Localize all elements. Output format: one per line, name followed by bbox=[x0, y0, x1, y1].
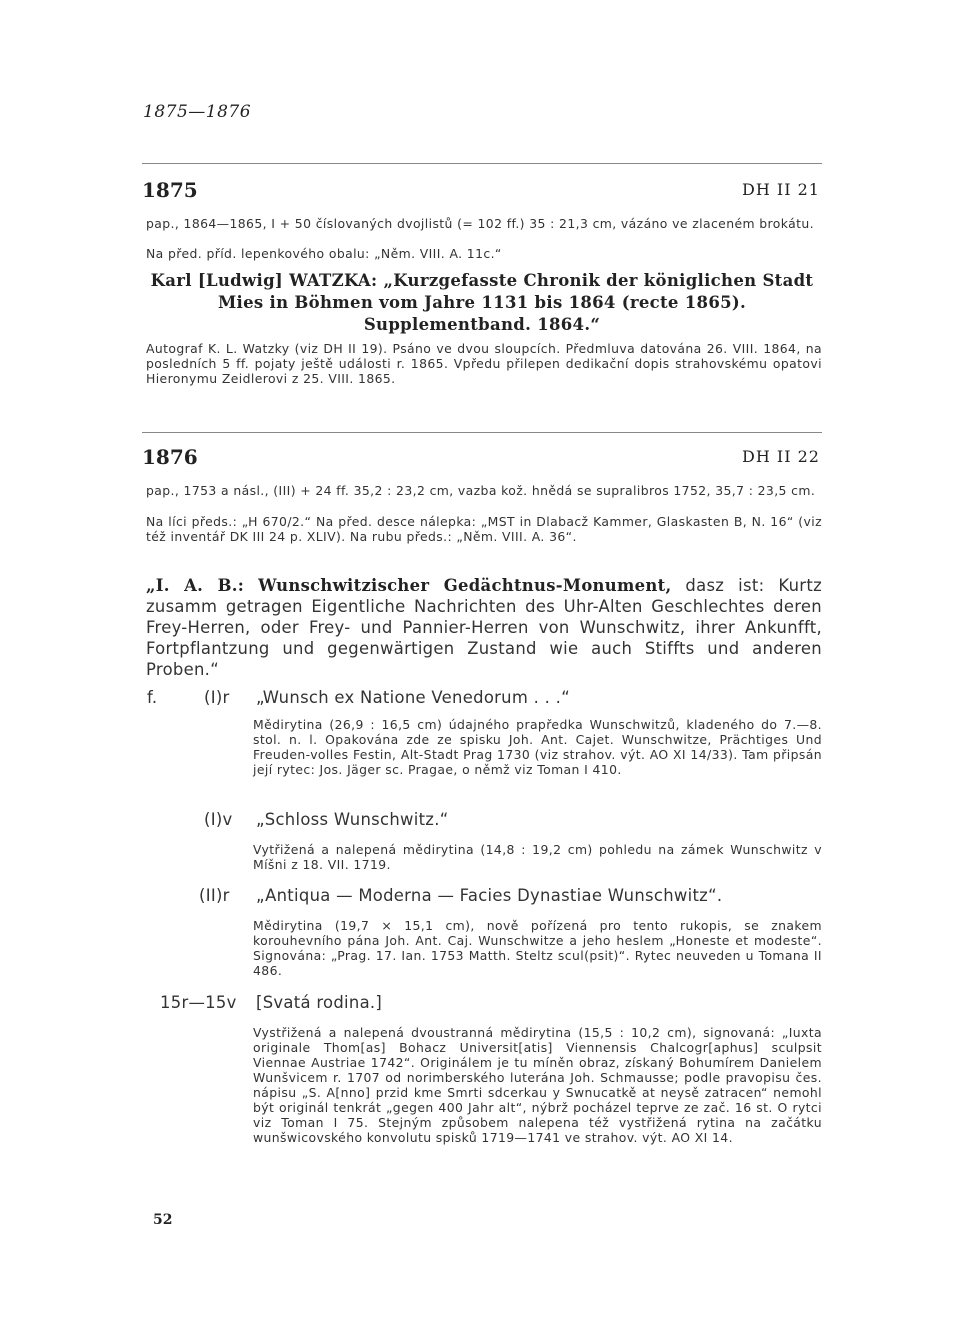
physical-description: pap., 1864—1865, I + 50 číslovaných dvojlistů (= 102 ff.) 35 : 21,3 cm, vázáno ve zlaceném brokátu. bbox=[146, 216, 814, 231]
entry-title-line: Karl [Ludwig] WATZKA: „Kurzgefasste Chronik der königlichen Stadt bbox=[150, 271, 814, 290]
running-head: 1875—1876 bbox=[143, 102, 252, 122]
title-prefix: „I. A. B.: bbox=[146, 576, 245, 595]
shelf-signature: DH II 21 bbox=[742, 180, 820, 199]
item-description: Mědirytina (26,9 : 16,5 cm) údajného prapředka Wunschwitzů, kladeného do 7.—8. stol. n. l. Opakována zde ze spisku Joh. Ant. Cajet. Wunschwitze, Prächtiges Und Freuden-volles Festin, Alt-Stadt Prag 1730 (viz strahov. výt. AO XI 14/33). Tam připsán její rytec: Jos. Jäger sc. Pragae, o němž viz Toman I 410. bbox=[253, 717, 822, 777]
item-description: Vystřižená a nalepená dvoustranná mědirytina (15,5 : 10,2 cm), signovaná: „Iuxta originale Thom[as] Bohacz Universit[atis] Viennensis Chalcogr[aphus] sculpsit Viennae Austriae 1742“. Originálem je tu míněn obraz, získaný Bohumírem Danielem Wunšvicem r. 1707 od norimberského luteránа Joh. Schmausse; podle pravopisu čes. nápisu „S. A[nno] przid kme Smrti sdcerkau y Swnucatkě at neysě zatracen“ nemohl být originál tenkrát „gegen 400 Jahr alt“, nýbrž pocházel teprve ze zač. 16 st. O rytci viz Toman I 75. Stejným způsobem nalepena též vystřižená rytina na začátku wunšwicovského konvolutu spisků 1719—1741 ve strahov. výt. AO XI 14. bbox=[253, 1025, 822, 1145]
folio-label: 15r—15v bbox=[160, 993, 237, 1012]
folio-side: (I)r bbox=[204, 688, 230, 707]
folio-label: f. bbox=[147, 688, 158, 707]
divider bbox=[142, 163, 822, 164]
shelf-signature: DH II 22 bbox=[742, 447, 820, 466]
divider bbox=[142, 432, 822, 433]
entry-title bbox=[146, 575, 822, 680]
item-description: Vytřižená a nalepená mědirytina (14,8 : 19,2 cm) pohledu na zámek Wunschwitz v Míšni z 18. VII. 1719. bbox=[253, 842, 822, 872]
item-heading: „Wunsch ex Natione Venedorum . . .“ bbox=[256, 688, 570, 707]
manuscript-description: Autograf K. L. Watzky (viz DH II 19). Psáno ve dvou sloupcích. Předmluva datována 26. VIII. 1864, na posledních 5 ff. pojaty ještě události r. 1865. Vpředu přilepen dedikační dopis strahovskému opatovi Hieronymu Zeidlerovi z 25. VIII. 1865. bbox=[146, 341, 822, 386]
entry-title-line: Supplementband. 1864.“ bbox=[363, 315, 601, 334]
folio-side: (II)r bbox=[199, 886, 230, 905]
cover-note: Na před. příd. lepenkového obalu: „Něm. VIII. A. 11c.“ bbox=[146, 246, 502, 261]
item-heading: „Antiqua — Moderna — Facies Dynastiae Wunschwitz“. bbox=[256, 886, 723, 905]
title-bold: Wunschwitzischer Gedächtnus-Monument, bbox=[258, 576, 672, 595]
item-description: Mědirytina (19,7 × 15,1 cm), nově pořízená pro tento rukopis, se znakem korouhevního pána Joh. Ant. Caj. Wunschwitze a jeho heslem „Honeste et modeste“. Signována: „Prag. 17. Ian. 1753 Matth. Steltz scul(psit)“. Rytec neuveden u Tomana II 486. bbox=[253, 918, 822, 978]
folio-side: (I)v bbox=[204, 810, 233, 829]
item-heading: „Schloss Wunschwitz.“ bbox=[256, 810, 449, 829]
entry-title-line: Mies in Böhmen vom Jahre 1131 bis 1864 (recte 1865). bbox=[217, 293, 747, 312]
page-number: 52 bbox=[153, 1212, 173, 1228]
physical-description: pap., 1753 a násl., (III) + 24 ff. 35,2 : 23,2 cm, vazba kož. hnědá se supralibros 1752, 35,7 : 23,5 cm. bbox=[146, 483, 816, 498]
entry-number: 1875 bbox=[142, 178, 198, 202]
item-heading: [Svatá rodina.] bbox=[256, 993, 383, 1012]
entry-number: 1876 bbox=[142, 445, 198, 469]
front-note: Na líci předs.: „H 670/2.“ Na před. desce nálepka: „MST in Dlabacž Kammer, Glaskasten B, N. 16“ (viz též inventář DK III 24 p. XLIV). Na rubu předs.: „Něm. VIII. A. 36“. bbox=[146, 514, 822, 544]
title-rest: dasz ist: Kurtz zusamm getragen Eigentliche Nachrichten des Uhr-Alten Geschlechtes deren Frey-Herren, oder Frey- und Pannier-Herren von Wunschwitz, ihrer Ankunfft, Fortpflantzung und gegenwärtigen Zustand wie auch Stiffts und anderen Proben.“ bbox=[146, 576, 822, 679]
